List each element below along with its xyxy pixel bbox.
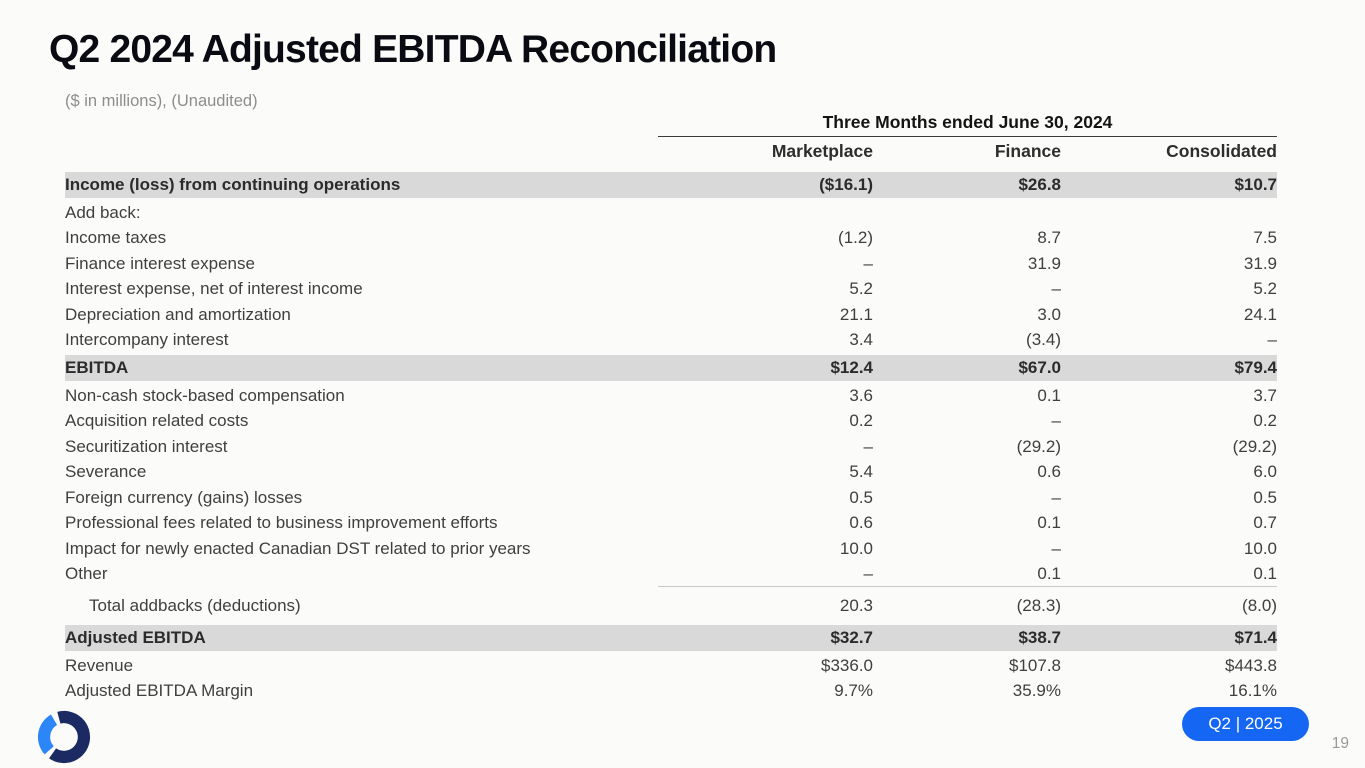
cell-finance: $107.8 — [1009, 655, 1061, 675]
row-label: Other — [65, 564, 108, 584]
cell-consolidated: (29.2) — [1232, 436, 1277, 456]
quarter-badge: Q2 | 2025 — [1182, 707, 1309, 741]
table-row — [65, 460, 1277, 486]
cell-consolidated: 3.7 — [1253, 385, 1277, 405]
table-row — [65, 200, 1277, 226]
cell-marketplace: 0.5 — [849, 487, 873, 507]
cell-consolidated: (8.0) — [1242, 595, 1277, 615]
table-row — [65, 562, 1277, 588]
cell-finance: – — [1051, 487, 1061, 507]
cell-marketplace: (1.2) — [838, 228, 873, 248]
cell-marketplace: 3.4 — [849, 330, 873, 350]
cell-consolidated: 10.0 — [1243, 538, 1277, 558]
cell-consolidated: $443.8 — [1225, 655, 1277, 675]
cell-consolidated: 6.0 — [1253, 462, 1277, 482]
row-label: Add back: — [65, 202, 141, 222]
cell-consolidated: 16.1% — [1228, 681, 1277, 701]
cell-marketplace: 9.7% — [834, 681, 873, 701]
table-group-header-row — [65, 112, 1277, 137]
cell-finance: 0.6 — [1037, 462, 1061, 482]
row-label: Securitization interest — [65, 436, 228, 456]
cell-finance: – — [1051, 279, 1061, 299]
cell-marketplace: $336.0 — [821, 655, 873, 675]
cell-finance: (3.4) — [1026, 330, 1061, 350]
cell-finance: 35.9% — [1012, 681, 1061, 701]
row-label: Foreign currency (gains) losses — [65, 487, 303, 507]
column-header-marketplace: Marketplace — [771, 141, 873, 161]
cell-consolidated: $79.4 — [1234, 358, 1277, 377]
cell-consolidated: 5.2 — [1253, 279, 1277, 299]
group-header: Three Months ended June 30, 2024 — [658, 112, 1277, 137]
table-row — [65, 172, 1277, 198]
table-row — [65, 679, 1277, 705]
table-body — [65, 172, 1277, 704]
table-row — [65, 511, 1277, 537]
table-row — [65, 328, 1277, 354]
cell-finance: $67.0 — [1018, 358, 1061, 377]
cell-finance: 3.0 — [1037, 304, 1061, 324]
table-row — [65, 485, 1277, 511]
table-row — [65, 625, 1277, 651]
cell-finance: 0.1 — [1037, 385, 1061, 405]
cell-consolidated: 0.7 — [1253, 513, 1277, 533]
cell-consolidated: 0.2 — [1253, 411, 1277, 431]
row-label: Adjusted EBITDA Margin — [65, 681, 254, 701]
row-label: Severance — [65, 462, 147, 482]
row-label: Depreciation and amortization — [65, 304, 291, 324]
cell-marketplace: – — [863, 253, 873, 273]
cell-consolidated: 24.1 — [1243, 304, 1277, 324]
row-label: Income (loss) from continuing operations — [65, 175, 401, 194]
cell-consolidated: 7.5 — [1253, 228, 1277, 248]
cell-consolidated: 31.9 — [1243, 253, 1277, 273]
table-row — [65, 383, 1277, 409]
row-label: Interest expense, net of interest income — [65, 279, 363, 299]
subtitle: ($ in millions), (Unaudited) — [65, 92, 258, 110]
row-label: Non-cash stock-based compensation — [65, 385, 345, 405]
cell-consolidated: 0.5 — [1253, 487, 1277, 507]
table-row — [65, 355, 1277, 381]
cell-marketplace: 10.0 — [839, 538, 873, 558]
cell-consolidated: – — [1267, 330, 1277, 350]
cell-consolidated: $10.7 — [1234, 175, 1277, 194]
cell-marketplace: 3.6 — [849, 385, 873, 405]
cell-consolidated — [1061, 200, 1277, 226]
cell-marketplace: 5.2 — [849, 279, 873, 299]
row-label: Revenue — [65, 655, 134, 675]
page-title: Q2 2024 Adjusted EBITDA Reconciliation — [49, 28, 777, 71]
table-row — [65, 302, 1277, 328]
cell-marketplace — [658, 200, 873, 226]
row-label: Income taxes — [65, 228, 167, 248]
cell-finance: 8.7 — [1037, 228, 1061, 248]
cell-finance: (29.2) — [1016, 436, 1061, 456]
cell-marketplace: 21.1 — [839, 304, 873, 324]
cell-finance — [873, 200, 1061, 226]
cell-consolidated: $71.4 — [1234, 628, 1277, 647]
cell-marketplace: $12.4 — [830, 358, 873, 377]
cell-marketplace: ($16.1) — [819, 175, 873, 194]
row-label: Finance interest expense — [65, 253, 255, 273]
cell-finance: $38.7 — [1018, 628, 1061, 647]
cell-marketplace: – — [863, 436, 873, 456]
table-column-header-row — [65, 138, 1277, 165]
cell-marketplace: 0.6 — [849, 513, 873, 533]
cell-marketplace: $32.7 — [830, 628, 873, 647]
row-label: Intercompany interest — [65, 330, 229, 350]
cell-finance: $26.8 — [1018, 175, 1061, 194]
row-label: Total addbacks (deductions) — [89, 595, 301, 615]
table-row — [65, 251, 1277, 277]
table-row — [65, 434, 1277, 460]
cell-finance: (28.3) — [1016, 595, 1061, 615]
group-header-spacer — [65, 112, 658, 137]
logo-blue-arc — [44, 720, 54, 751]
cell-finance: 0.1 — [1037, 513, 1061, 533]
cell-finance: 31.9 — [1027, 253, 1061, 273]
column-header-finance: Finance — [994, 141, 1061, 161]
page-number: 19 — [1331, 735, 1349, 752]
row-label: Impact for newly enacted Canadian DST related to prior years — [65, 538, 531, 558]
table-row — [65, 592, 1277, 619]
cell-marketplace: 20.3 — [839, 595, 873, 615]
column-header-consolidated: Consolidated — [1166, 141, 1277, 161]
table-row — [65, 277, 1277, 303]
logo-navy-arc — [53, 717, 84, 757]
table-row — [65, 409, 1277, 435]
column-header-spacer — [65, 138, 658, 165]
row-label: EBITDA — [65, 358, 129, 377]
cell-marketplace: 5.4 — [849, 462, 873, 482]
table-spacer — [65, 165, 1277, 170]
row-label: Professional fees related to business improvement efforts — [65, 513, 498, 533]
cell-finance: 0.1 — [873, 562, 1061, 588]
table-row — [65, 226, 1277, 252]
cell-finance: – — [1051, 411, 1061, 431]
cell-finance: – — [1051, 538, 1061, 558]
table-row — [65, 653, 1277, 679]
row-label: Adjusted EBITDA — [65, 628, 206, 647]
row-label: Acquisition related costs — [65, 411, 249, 431]
ebitda-reconciliation-table — [65, 112, 1277, 704]
cell-marketplace: – — [658, 562, 873, 588]
table-row — [65, 536, 1277, 562]
company-ring-logo — [35, 708, 93, 766]
cell-consolidated: 0.1 — [1061, 562, 1277, 588]
cell-marketplace: 0.2 — [849, 411, 873, 431]
